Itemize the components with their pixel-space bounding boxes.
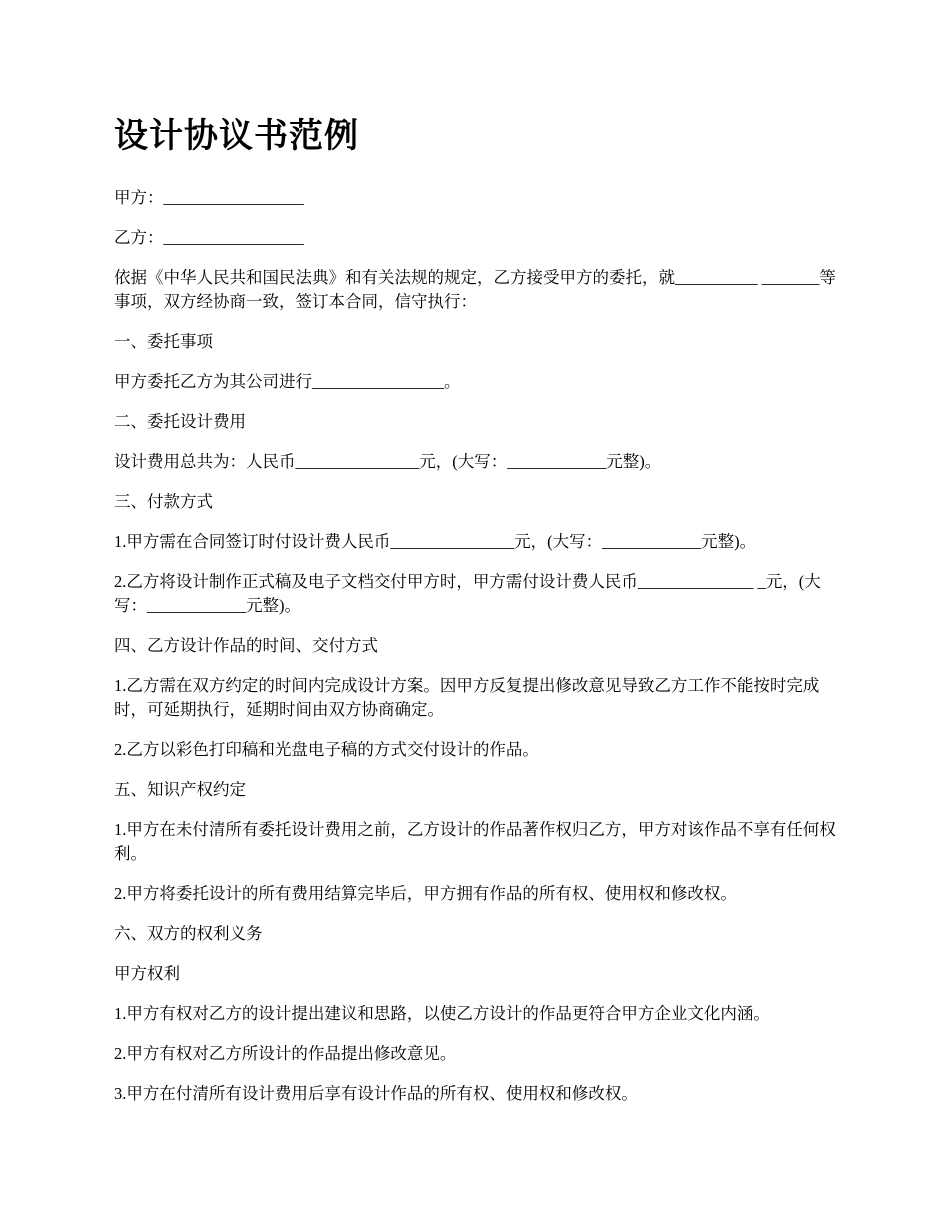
paragraph: 1.甲方在未付清所有委托设计费用之前，乙方设计的作品著作权归乙方，甲方对该作品不享有任何权利。 [114, 820, 836, 863]
section-heading-4: 四、乙方设计作品的时间、交付方式 [114, 636, 378, 655]
paragraph: 3.甲方在付清所有设计费用后享有设计作品的所有权、使用权和修改权。 [114, 1084, 638, 1103]
preamble-paragraph: 依据《中华人民共和国民法典》和有关法规的规定，乙方接受甲方的委托，就__________ _______等事项，双方经协商一致，签订本合同，信守执行： [114, 268, 836, 311]
section-heading-1: 一、委托事项 [114, 332, 213, 351]
subheading: 甲方权利 [114, 964, 180, 983]
section-heading-5: 五、知识产权约定 [114, 780, 246, 799]
document-page [114, 110, 844, 1122]
section-heading-6: 六、双方的权利义务 [114, 924, 263, 943]
paragraph: 1.甲方需在合同签订时付设计费人民币_______________元，(大写：____________元整)。 [114, 532, 757, 551]
paragraph: 1.乙方需在双方约定的时间内完成设计方案。因甲方反复提出修改意见导致乙方工作不能按时完成时，可延期执行，延期时间由双方协商确定。 [114, 676, 820, 719]
section-heading-2: 二、委托设计费用 [114, 412, 246, 431]
paragraph: 甲方委托乙方为其公司进行________________。 [114, 372, 461, 391]
party-b-line: 乙方：_________________ [114, 228, 304, 247]
paragraph: 2.乙方将设计制作正式稿及电子文档交付甲方时，甲方需付设计费人民币______________ _元，(大写：____________元整)。 [114, 572, 821, 615]
party-a-line: 甲方：_________________ [114, 188, 304, 207]
document-title: 设计协议书范例 [114, 118, 359, 155]
paragraph: 设计费用总共为：人民币_______________元，(大写：____________元整)。 [114, 452, 662, 471]
paragraph: 1.甲方有权对乙方的设计提出建议和思路，以使乙方设计的作品更符合甲方企业文化内涵。 [114, 1004, 770, 1023]
paragraph: 2.甲方有权对乙方所设计的作品提出修改意见。 [114, 1044, 457, 1063]
section-heading-3: 三、付款方式 [114, 492, 213, 511]
paragraph: 2.乙方以彩色打印稿和光盘电子稿的方式交付设计的作品。 [114, 740, 539, 759]
paragraph: 2.甲方将委托设计的所有费用结算完毕后，甲方拥有作品的所有权、使用权和修改权。 [114, 884, 737, 903]
